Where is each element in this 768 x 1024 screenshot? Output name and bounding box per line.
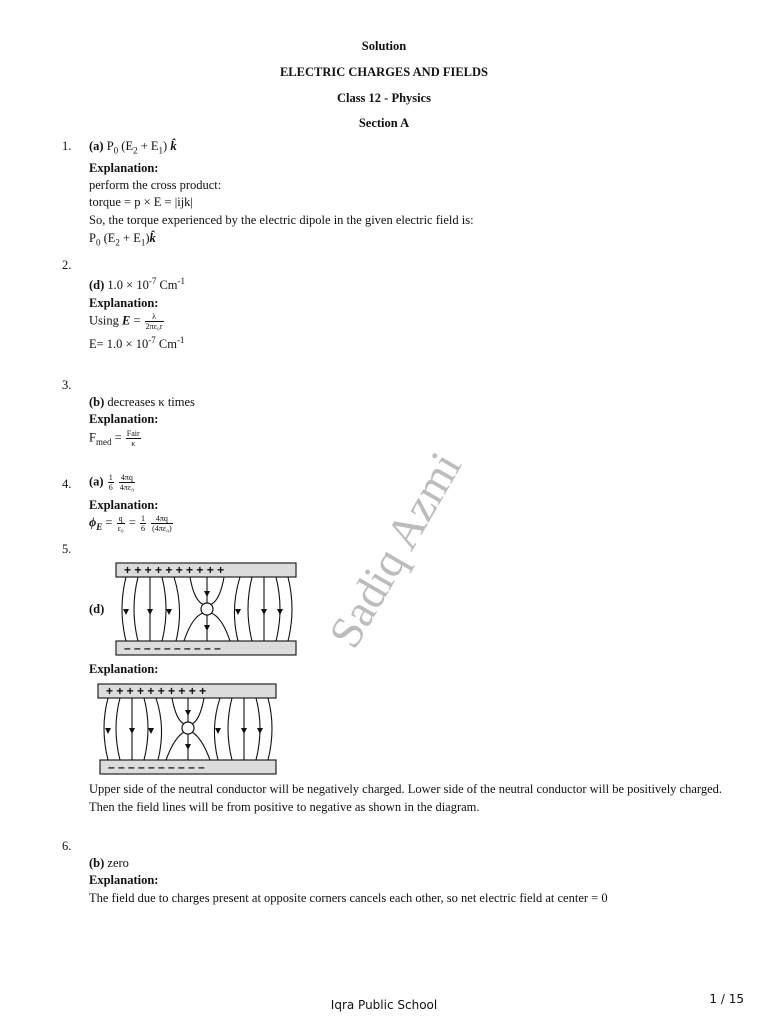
- q2-result: $E= 1.0 \times 10^{-7}$ $Cm^{-1}$: [89, 334, 185, 351]
- q6-answer: (b) zero: [89, 856, 129, 870]
- q5-option: (d): [89, 602, 105, 616]
- q3-number: 3.: [62, 378, 72, 392]
- doc-title: Solution: [361, 39, 407, 53]
- q4-formula: $\phi_E$ = $\frac{q}{\text{ε₀}}$ = $\frac{1}{6}$ $\frac{4\pi q}{\text{(4πε₀)}}$: [89, 514, 172, 533]
- q1-line2: torque = p × E = |ijk|: [89, 195, 193, 209]
- q2-formula: Using E = $\frac{\lambda}{\text{2πε₀r}}$: [89, 312, 163, 331]
- q3-explanation-label: Explanation:: [89, 412, 159, 426]
- q1-number: 1.: [62, 139, 72, 153]
- field-diagram-explanation: [96, 682, 280, 778]
- q1-line3: So, the torque experienced by the electric dipole in the given electric field is:: [89, 213, 474, 227]
- q1-answer: (a) $P_0$ $(E_2 + E_1)$ k̂: [89, 139, 177, 156]
- doc-subtitle: ELECTRIC CHARGES AND FIELDS: [279, 65, 489, 79]
- field-diagram-answer: [114, 561, 298, 659]
- q5-explanation-label: Explanation:: [89, 662, 159, 676]
- q3-formula: $F_{med}$ = $\frac{\text{Fair}}{\kappa}$: [89, 429, 140, 448]
- q1-line1: perform the cross product:: [89, 178, 222, 192]
- q6-explanation-label: Explanation:: [89, 873, 159, 887]
- q5-text2: Then the field lines will be from positive to negative as shown in the diagram.: [89, 800, 480, 814]
- q5-number: 5.: [62, 542, 72, 556]
- svg-text:+ + + + + + + + + +: + + + + + + + + + +: [106, 684, 207, 698]
- svg-text:+ + + + + + + + + +: + + + + + + + + + +: [124, 563, 225, 577]
- q6-text: The field due to charges present at opposite corners cancels each other, so net electric field at center = 0: [89, 891, 608, 905]
- q4-answer: (a) $\frac{1}{6}$ $\frac{4\pi q}{\text{4πε₀}}$: [89, 473, 135, 492]
- q2-answer: (d) $1.0 \times 10^{-7}$ $Cm^{-1}$: [89, 275, 186, 292]
- q3-answer: (b) decreases κ times: [89, 395, 195, 409]
- q2-explanation-label: Explanation:: [89, 296, 159, 310]
- svg-text:– – – – – – – – – –: – – – – – – – – – –: [124, 641, 221, 655]
- q5-text1: Upper side of the neutral conductor will be negatively charged. Lower side of the neutral conductor will be positively charged.: [89, 782, 723, 796]
- section-heading: Section A: [358, 116, 410, 130]
- svg-text:– – – – – – – – – –: – – – – – – – – – –: [108, 760, 205, 774]
- q1-final: $P_0$ ($E_2$ + $E_1)k̂$: [89, 231, 156, 248]
- q1-explanation-label: Explanation:: [89, 161, 159, 175]
- footer-school: Iqra Public School: [330, 998, 438, 1012]
- q4-number: 4.: [62, 477, 72, 491]
- q2-number: 2.: [62, 258, 72, 272]
- q4-explanation-label: Explanation:: [89, 498, 159, 512]
- doc-class: Class 12 - Physics: [336, 91, 432, 105]
- watermark: Sadiq Azmi: [318, 443, 472, 656]
- q6-number: 6.: [62, 839, 72, 853]
- page-number: 1 / 15: [709, 992, 744, 1006]
